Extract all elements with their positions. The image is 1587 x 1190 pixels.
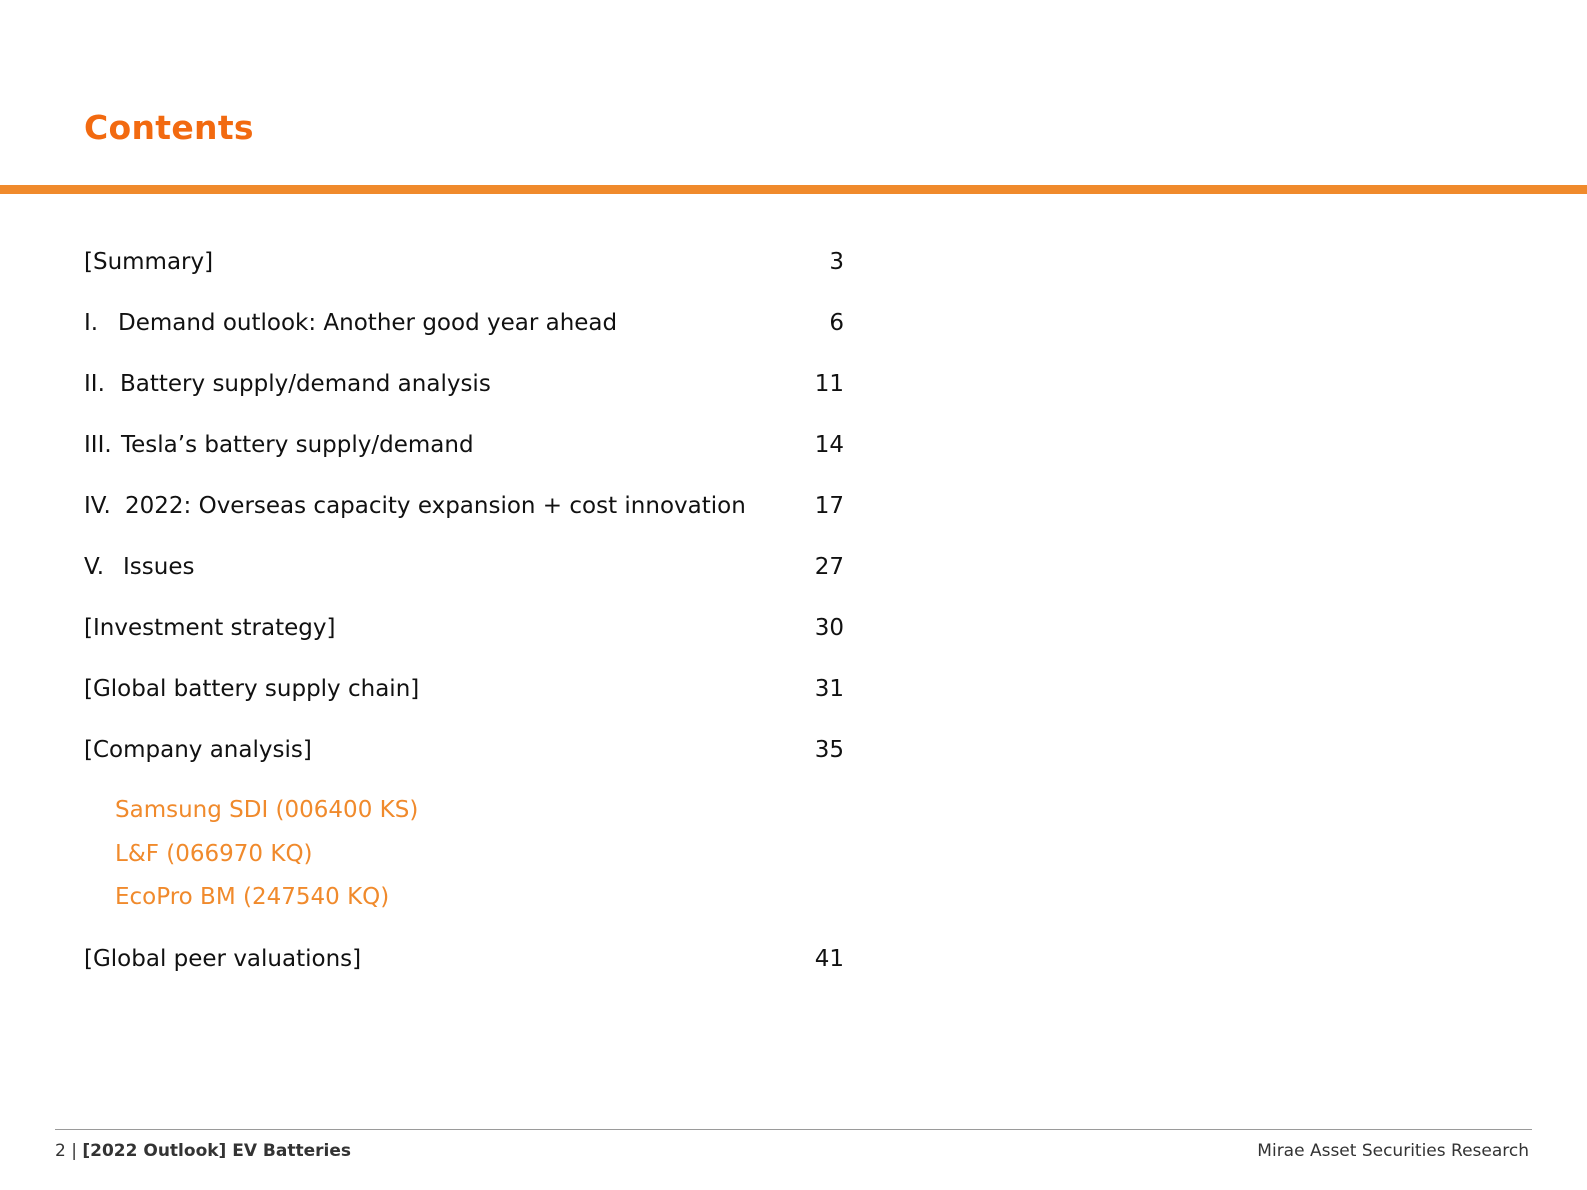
toc-row-company-analysis[interactable] bbox=[84, 730, 844, 770]
toc-page-number: 14 bbox=[814, 432, 844, 458]
toc-label: Demand outlook: Another good year ahead bbox=[118, 310, 618, 336]
toc-section-number: IV. bbox=[84, 493, 111, 519]
toc-page-number: 27 bbox=[814, 554, 844, 580]
toc-page-number: 30 bbox=[814, 615, 844, 641]
footer-divider bbox=[55, 1129, 1532, 1130]
toc-row-summary[interactable] bbox=[84, 242, 844, 282]
toc-section-number: V. bbox=[84, 554, 105, 580]
footer-left bbox=[55, 1141, 351, 1161]
toc-page-number: 31 bbox=[814, 676, 844, 702]
toc-label: [Company analysis] bbox=[84, 737, 312, 763]
toc-label: [Investment strategy] bbox=[84, 615, 336, 641]
toc-section-number: I. bbox=[84, 310, 99, 336]
footer-publisher: Mirae Asset Securities Research bbox=[1257, 1141, 1529, 1161]
toc-row-demand-outlook[interactable] bbox=[84, 303, 844, 343]
company-link-samsung-sdi[interactable]: Samsung SDI (006400 KS) bbox=[115, 797, 419, 823]
company-link-lnf[interactable]: L&F (066970 KQ) bbox=[115, 841, 313, 867]
toc-row-tesla[interactable] bbox=[84, 425, 844, 465]
toc-label: [Global battery supply chain] bbox=[84, 676, 420, 702]
title-divider bbox=[0, 185, 1587, 194]
toc-row-issues[interactable] bbox=[84, 547, 844, 587]
toc-label: Tesla’s battery supply/demand bbox=[121, 432, 474, 458]
toc-section-number: II. bbox=[84, 371, 105, 397]
toc-row-investment-strategy[interactable] bbox=[84, 608, 844, 648]
toc-page-number: 3 bbox=[829, 249, 844, 275]
toc-row-global-peer-valuations[interactable] bbox=[84, 939, 844, 979]
toc-label: Issues bbox=[123, 554, 195, 580]
footer-report-title: [2022 Outlook] EV Batteries bbox=[82, 1141, 351, 1161]
toc-row-supply-chain[interactable] bbox=[84, 669, 844, 709]
toc-page-number: 6 bbox=[829, 310, 844, 336]
company-link-ecopro-bm[interactable]: EcoPro BM (247540 KQ) bbox=[115, 884, 390, 910]
footer-separator: | bbox=[71, 1141, 77, 1161]
toc-page-number: 35 bbox=[814, 737, 844, 763]
toc-page-number: 17 bbox=[814, 493, 844, 519]
toc-label: [Global peer valuations] bbox=[84, 946, 362, 972]
footer-page-number: 2 bbox=[55, 1141, 66, 1161]
toc-row-battery-supply-demand[interactable] bbox=[84, 364, 844, 404]
page-title: Contents bbox=[84, 108, 254, 147]
toc-page-number: 11 bbox=[814, 371, 844, 397]
toc-section-number: III. bbox=[84, 432, 112, 458]
toc-row-overseas-capacity[interactable] bbox=[84, 486, 844, 526]
toc-page-number: 41 bbox=[814, 946, 844, 972]
toc-label: 2022: Overseas capacity expansion + cost innovation bbox=[125, 493, 746, 519]
toc-label: Battery supply/demand analysis bbox=[120, 371, 491, 397]
toc-label: [Summary] bbox=[84, 249, 214, 275]
